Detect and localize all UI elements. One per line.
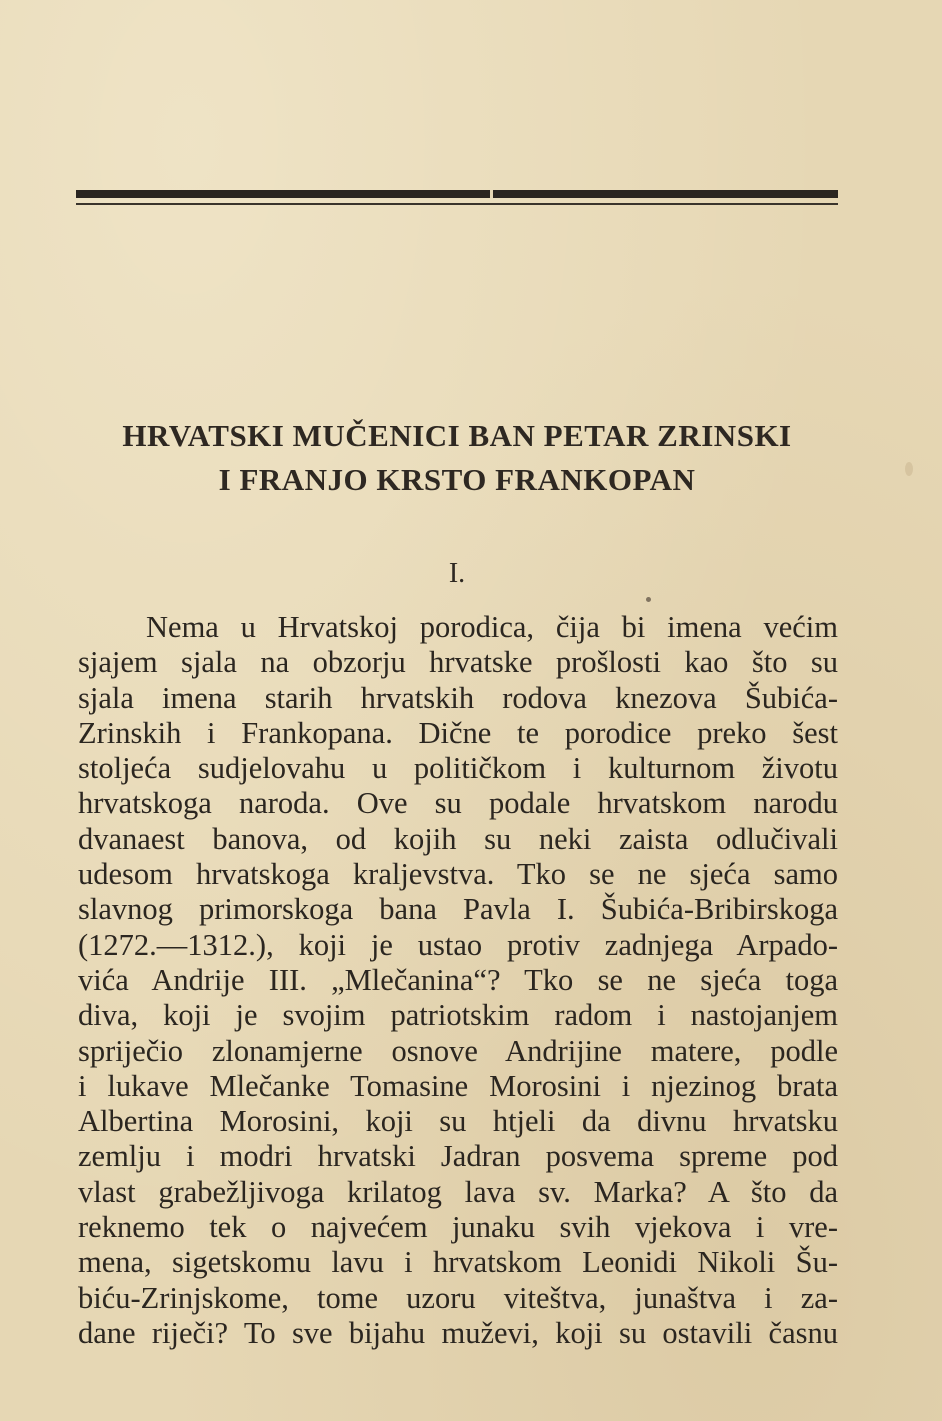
text-line: vlast grabežljivoga krilatog lava sv. Marka? A što da <box>78 1174 838 1209</box>
text-line: sjala imena starih hrvatskih rodova knezova Šubića- <box>78 680 838 715</box>
text-line: (1272.—1312.), koji je ustao protiv zadnjega Arpado- <box>78 927 838 962</box>
chapter-title <box>76 414 838 502</box>
text-line: reknemo tek o najvećem junaku svih vjekova i vre- <box>78 1210 838 1245</box>
text-line: mena, sigetskomu lavu i hrvatskom Leonidi Nikoli Šu- <box>78 1245 838 1280</box>
chapter-title-line-2: I FRANJO KRSTO FRANKOPAN <box>218 462 696 497</box>
paper-stain <box>646 597 651 602</box>
header-rule-thin <box>76 203 838 205</box>
text-line: biću-Zrinjskome, tome uzoru viteštva, junaštva i za- <box>78 1280 838 1315</box>
section-number: I. <box>448 558 466 589</box>
chapter-title-line-1: HRVATSKI MUČENICI BAN PETAR ZRINSKI <box>122 418 792 453</box>
text-line: hrvatskoga naroda. Ove su podale hrvatskom narodu <box>78 786 838 821</box>
text-line: dvanaest banova, od kojih su neki zaista odlučivali <box>78 821 838 856</box>
body-paragraph <box>78 610 838 1351</box>
paper-stain <box>905 462 913 476</box>
text-line: stoljeća sudjelovahu u političkom i kulturnom životu <box>78 751 838 786</box>
text-line: zemlju i modri hrvatski Jadran posvema spreme pod <box>78 1139 838 1174</box>
text-line: Nema u Hrvatskoj porodica, čija bi imena većim <box>146 610 838 644</box>
text-line: dane riječi? To sve bijahu muževi, koji su ostavili časnu <box>78 1315 838 1350</box>
text-line: vića Andrije III. „Mlečanina“? Tko se ne sjeća toga <box>78 962 838 997</box>
header-rule <box>76 190 838 212</box>
text-line: i lukave Mlečanke Tomasine Morosini i njezinog brata <box>78 1068 838 1103</box>
text-line: sjajem sjala na obzorju hrvatske prošlosti kao što su <box>78 645 838 680</box>
text-line: slavnog primorskoga bana Pavla I. Šubića-Bribirskoga <box>78 892 838 927</box>
header-rule-thick <box>76 190 838 198</box>
header-rule-gap <box>490 190 493 198</box>
text-line: udesom hrvatskoga kraljevstva. Tko se ne sjeća samo <box>78 857 838 892</box>
text-line: diva, koji je svojim patriotskim radom i nastojanjem <box>78 998 838 1033</box>
text-line: Zrinskih i Frankopana. Dične te porodice preko šest <box>78 715 838 750</box>
text-line: Albertina Morosini, koji su htjeli da divnu hrvatsku <box>78 1104 838 1139</box>
text-line: spriječio zlonamjerne osnove Andrijine matere, podle <box>78 1033 838 1068</box>
